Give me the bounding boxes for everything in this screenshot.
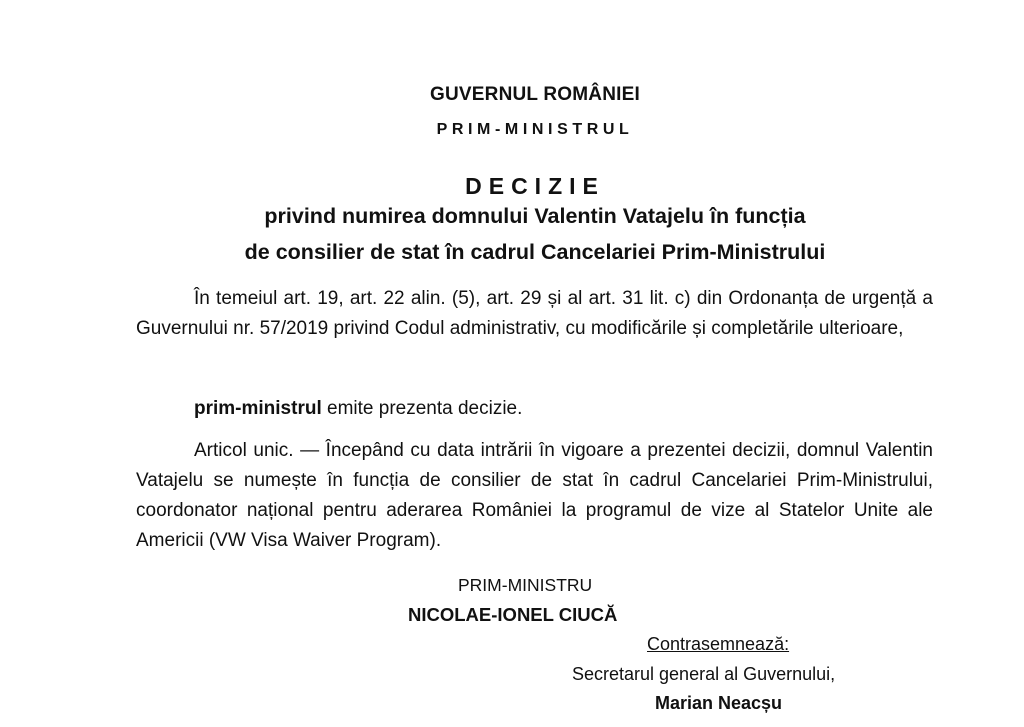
countersign-name: Marian Neacșu <box>655 693 783 713</box>
office-heading: PRIM-MINISTRUL <box>436 121 634 138</box>
article-paragraph <box>136 436 933 556</box>
issuer-bold: prim-ministrul <box>194 398 322 419</box>
document-type: DECIZIE <box>465 173 605 199</box>
countersign-label: Contrasemnează: <box>647 634 790 654</box>
document-title-line2: de consilier de stat în cadrul Cancelariei Prim-Ministrului <box>244 240 826 264</box>
countersign-role: Secretarul general al Guvernului, <box>572 664 836 684</box>
document-title-line1: privind numirea domnului Valentin Vatajelu în funcția <box>264 204 806 228</box>
preamble-paragraph <box>136 284 933 344</box>
article-text: Articol unic. — Începând cu data intrării în vigoare a prezentei decizii, domnul Valentin Vatajelu se numește în funcția de consilier de stat în cadrul Cancelariei Prim-Ministrului, coordonator național pentru aderarea României la programul de vize al Statelor Unite ale Americii (VW Visa Waiver Program). <box>136 440 933 551</box>
preamble-text: În temeiul art. 19, art. 22 alin. (5), art. 29 și al art. 31 lit. c) din Ordonanța de urgență a Guvernului nr. 57/2019 privind Codul administrativ, cu modificările și completările ulterioare, <box>136 288 933 339</box>
government-heading: GUVERNUL ROMÂNIEI <box>430 84 640 105</box>
signatory-title: PRIM-MINISTRU <box>458 575 593 595</box>
signatory-name: NICOLAE-IONEL CIUCĂ <box>408 604 618 625</box>
issuer-paragraph <box>136 394 933 424</box>
issuer-text: emite prezenta decizie. <box>321 398 523 419</box>
